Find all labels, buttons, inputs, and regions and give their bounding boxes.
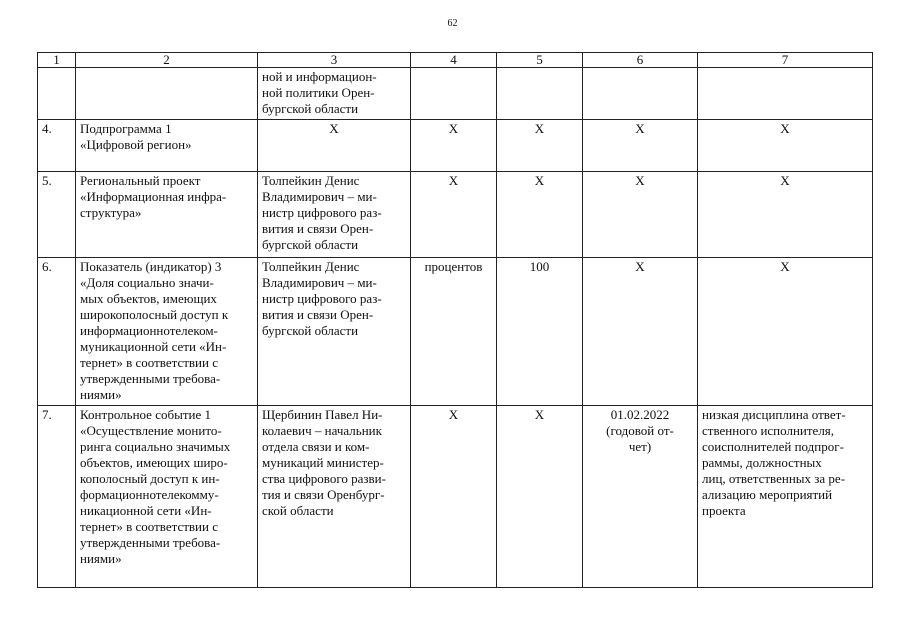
row-number: 4. [38, 120, 76, 172]
responsible [258, 172, 411, 258]
item-name-line: никационной сети «Ин- [80, 503, 212, 518]
item-name-line: информационнотелеком- [80, 323, 218, 338]
deadline-line: Х [635, 121, 645, 136]
responsible-line: Владимирович – ми- [262, 275, 377, 290]
item-name [76, 68, 258, 120]
value: Х [497, 406, 583, 588]
table-row [38, 172, 873, 258]
item-name-line: формационнотелекомму- [80, 487, 219, 502]
risk-description-line: раммы, должностных [702, 455, 822, 470]
risk-description-line: Х [780, 259, 790, 274]
unit: Х [411, 120, 497, 172]
responsible-line: вития и связи Орен- [262, 221, 374, 236]
risk-description-line: проекта [702, 503, 746, 518]
column-header: 2 [76, 53, 258, 68]
risk-description-line: ализацию мероприятий [702, 487, 833, 502]
responsible-line: Владимирович – ми- [262, 189, 377, 204]
responsible-line: ной и информацион- [262, 69, 377, 84]
deadline [583, 68, 698, 120]
column-header: 4 [411, 53, 497, 68]
plan-table [37, 52, 873, 588]
column-header: 3 [258, 53, 411, 68]
item-name-line: Контрольное событие 1 [80, 407, 211, 422]
item-name-line: объектов, имеющих широ- [80, 455, 228, 470]
responsible-line: вития и связи Орен- [262, 307, 374, 322]
item-name-line: структура» [80, 205, 142, 220]
item-name-line: ниями» [80, 387, 122, 402]
responsible-line: бургской области [262, 101, 359, 116]
item-name-line: тернет» в соответствии с [80, 355, 218, 370]
deadline-line: Х [635, 173, 645, 188]
value: Х [497, 120, 583, 172]
responsible-line: ства цифрового разви- [262, 471, 386, 486]
item-name-line: ниями» [80, 551, 122, 566]
item-name-line: мых объектов, имеющих [80, 291, 217, 306]
responsible-line: ной политики Орен- [262, 85, 375, 100]
responsible-line: бургской области [262, 323, 359, 338]
risk-description-line: Х [780, 173, 790, 188]
responsible-line: Х [329, 121, 339, 136]
responsible-line: Щербинин Павел Ни- [262, 407, 383, 422]
responsible-line: колаевич – начальник [262, 423, 382, 438]
item-name-line: муникационной сети «Ин- [80, 339, 227, 354]
responsible-line: бургской области [262, 237, 359, 252]
item-name-line: Показатель (индикатор) 3 [80, 259, 222, 274]
item-name-line: утвержденными требова- [80, 535, 221, 550]
responsible [258, 68, 411, 120]
item-name-line: ринга социально значимых [80, 439, 231, 454]
unit [411, 68, 497, 120]
table-row [38, 68, 873, 120]
responsible [258, 406, 411, 588]
responsible [258, 120, 411, 172]
item-name [76, 172, 258, 258]
deadline [583, 120, 698, 172]
risk-description [698, 406, 873, 588]
deadline-line: 01.02.2022 [610, 407, 670, 422]
risk-description [698, 258, 873, 406]
responsible-line: муникаций министер- [262, 455, 384, 470]
risk-description-line: Х [780, 121, 790, 136]
deadline [583, 258, 698, 406]
item-name [76, 406, 258, 588]
table-row [38, 120, 873, 172]
value: 100 [497, 258, 583, 406]
row-number: 5. [38, 172, 76, 258]
deadline-line: чет) [628, 439, 652, 454]
responsible-line: нистр цифрового раз- [262, 291, 382, 306]
table-row [38, 258, 873, 406]
item-name-line: «Цифровой регион» [80, 137, 192, 152]
risk-description-line: лиц, ответственных за ре- [702, 471, 846, 486]
unit: Х [411, 406, 497, 588]
responsible-line: Толпейкин Денис [262, 259, 360, 274]
responsible-line: нистр цифрового раз- [262, 205, 382, 220]
row-number [38, 68, 76, 120]
item-name [76, 120, 258, 172]
responsible-line: отдела связи и ком- [262, 439, 370, 454]
value: Х [497, 172, 583, 258]
responsible-line: тия и связи Оренбург- [262, 487, 385, 502]
row-number: 7. [38, 406, 76, 588]
item-name-line: тернет» в соответствии с [80, 519, 218, 534]
item-name-line: «Доля социально значи- [80, 275, 214, 290]
deadline-line: (годовой от- [606, 423, 674, 438]
item-name-line: широкополосный доступ к [80, 307, 229, 322]
page-number: 62 [447, 18, 458, 29]
item-name-line: «Осуществление монито- [80, 423, 222, 438]
column-header: 7 [698, 53, 873, 68]
item-name-line: Региональный проект [80, 173, 201, 188]
item-name-line: утвержденными требова- [80, 371, 221, 386]
item-name [76, 258, 258, 406]
unit: процентов [411, 258, 497, 406]
deadline [583, 172, 698, 258]
column-header: 5 [497, 53, 583, 68]
column-header: 1 [38, 53, 76, 68]
item-name-line: кополосный доступ к ин- [80, 471, 220, 486]
unit: Х [411, 172, 497, 258]
row-number: 6. [38, 258, 76, 406]
responsible-line: Толпейкин Денис [262, 173, 360, 188]
risk-description-line: ственного исполнителя, [702, 423, 835, 438]
deadline [583, 406, 698, 588]
risk-description-line: низкая дисциплина ответ- [702, 407, 846, 422]
risk-description [698, 120, 873, 172]
deadline-line: Х [635, 259, 645, 274]
header-row [38, 53, 873, 68]
column-header: 6 [583, 53, 698, 68]
item-name-line: Подпрограмма 1 [80, 121, 172, 136]
item-name-line: «Информационная инфра- [80, 189, 227, 204]
table-row [38, 406, 873, 588]
value [497, 68, 583, 120]
responsible [258, 258, 411, 406]
responsible-line: ской области [262, 503, 334, 518]
risk-description-line: соисполнителей подпрог- [702, 439, 844, 454]
risk-description [698, 172, 873, 258]
risk-description [698, 68, 873, 120]
